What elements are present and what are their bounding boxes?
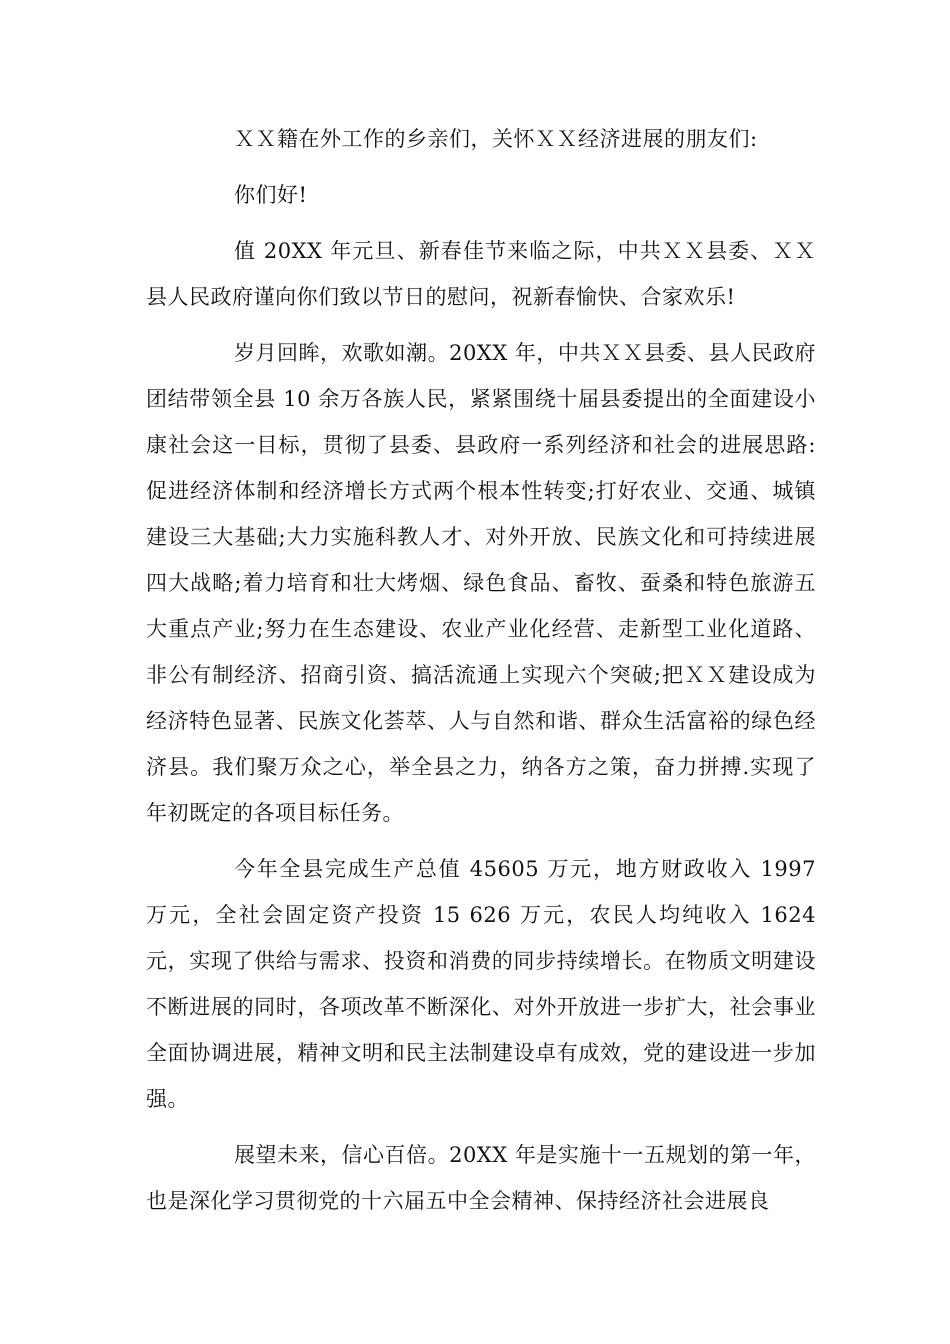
greeting: 你们好! [234, 183, 308, 207]
document-body [146, 116, 816, 1224]
paragraph-review: 岁月回眸，欢歌如潮。20XX 年，中共ＸＸ县委、县人民政府团结带领全县 10 余万各族人民，紧紧围绕十届县委提出的全面建设小康社会这一目标，贯彻了县委、县政府一系列经济和社会的进展思路:促进经济体制和经济增长方式两个根本性转变;打好农业、交通、城镇建设三大基础;大力实施科教人才、对外开放、民族文化和可持续进展四大战略;着力培育和壮大烤烟、绿色食品、畜牧、蚕桑和特色旅游五大重点产业;努力在生态建设、农业产业化经营、走新型工业化道路、非公有制经济、招商引资、搞活流通上实现六个突破;把ＸＸ建设成为经济特色显著、民族文化荟萃、人与自然和谐、群众生活富裕的绿色经济县。我们聚万众之心，举全县之力，纳各方之策，奋力拼搏.实现了年初既定的各项目标任务。 [146, 341, 816, 825]
paragraph-achievements: 今年全县完成生产总值 45605 万元，地方财政收入 1997 万元，全社会固定资产投资 15 626 万元，农民人均纯收入 1624 元，实现了供给与需求、投资和消费的同步持续增长。在物质文明建设不断进展的同时，各项改革不断深化、对外开放进一步扩大，社会事业全面协调进展，精神文明和民主法制建设卓有成效，党的建设进一步加强。 [146, 857, 816, 1111]
paragraph-outlook: 展望未来，信心百倍。20XX 年是实施十一五规划的第一年，也是深化学习贯彻党的十六届五中全会精神、保持经济社会进展良 [146, 1143, 816, 1213]
salutation: ＸＸ籍在外工作的乡亲们，关怀ＸＸ经济进展的朋友们: [234, 127, 758, 151]
paragraph-greeting-festival: 值 20XX 年元旦、新春佳节来临之际，中共ＸＸ县委、ＸＸ县人民政府谨向你们致以节日的慰问，祝新春愉快、合家欢乐! [146, 239, 816, 309]
